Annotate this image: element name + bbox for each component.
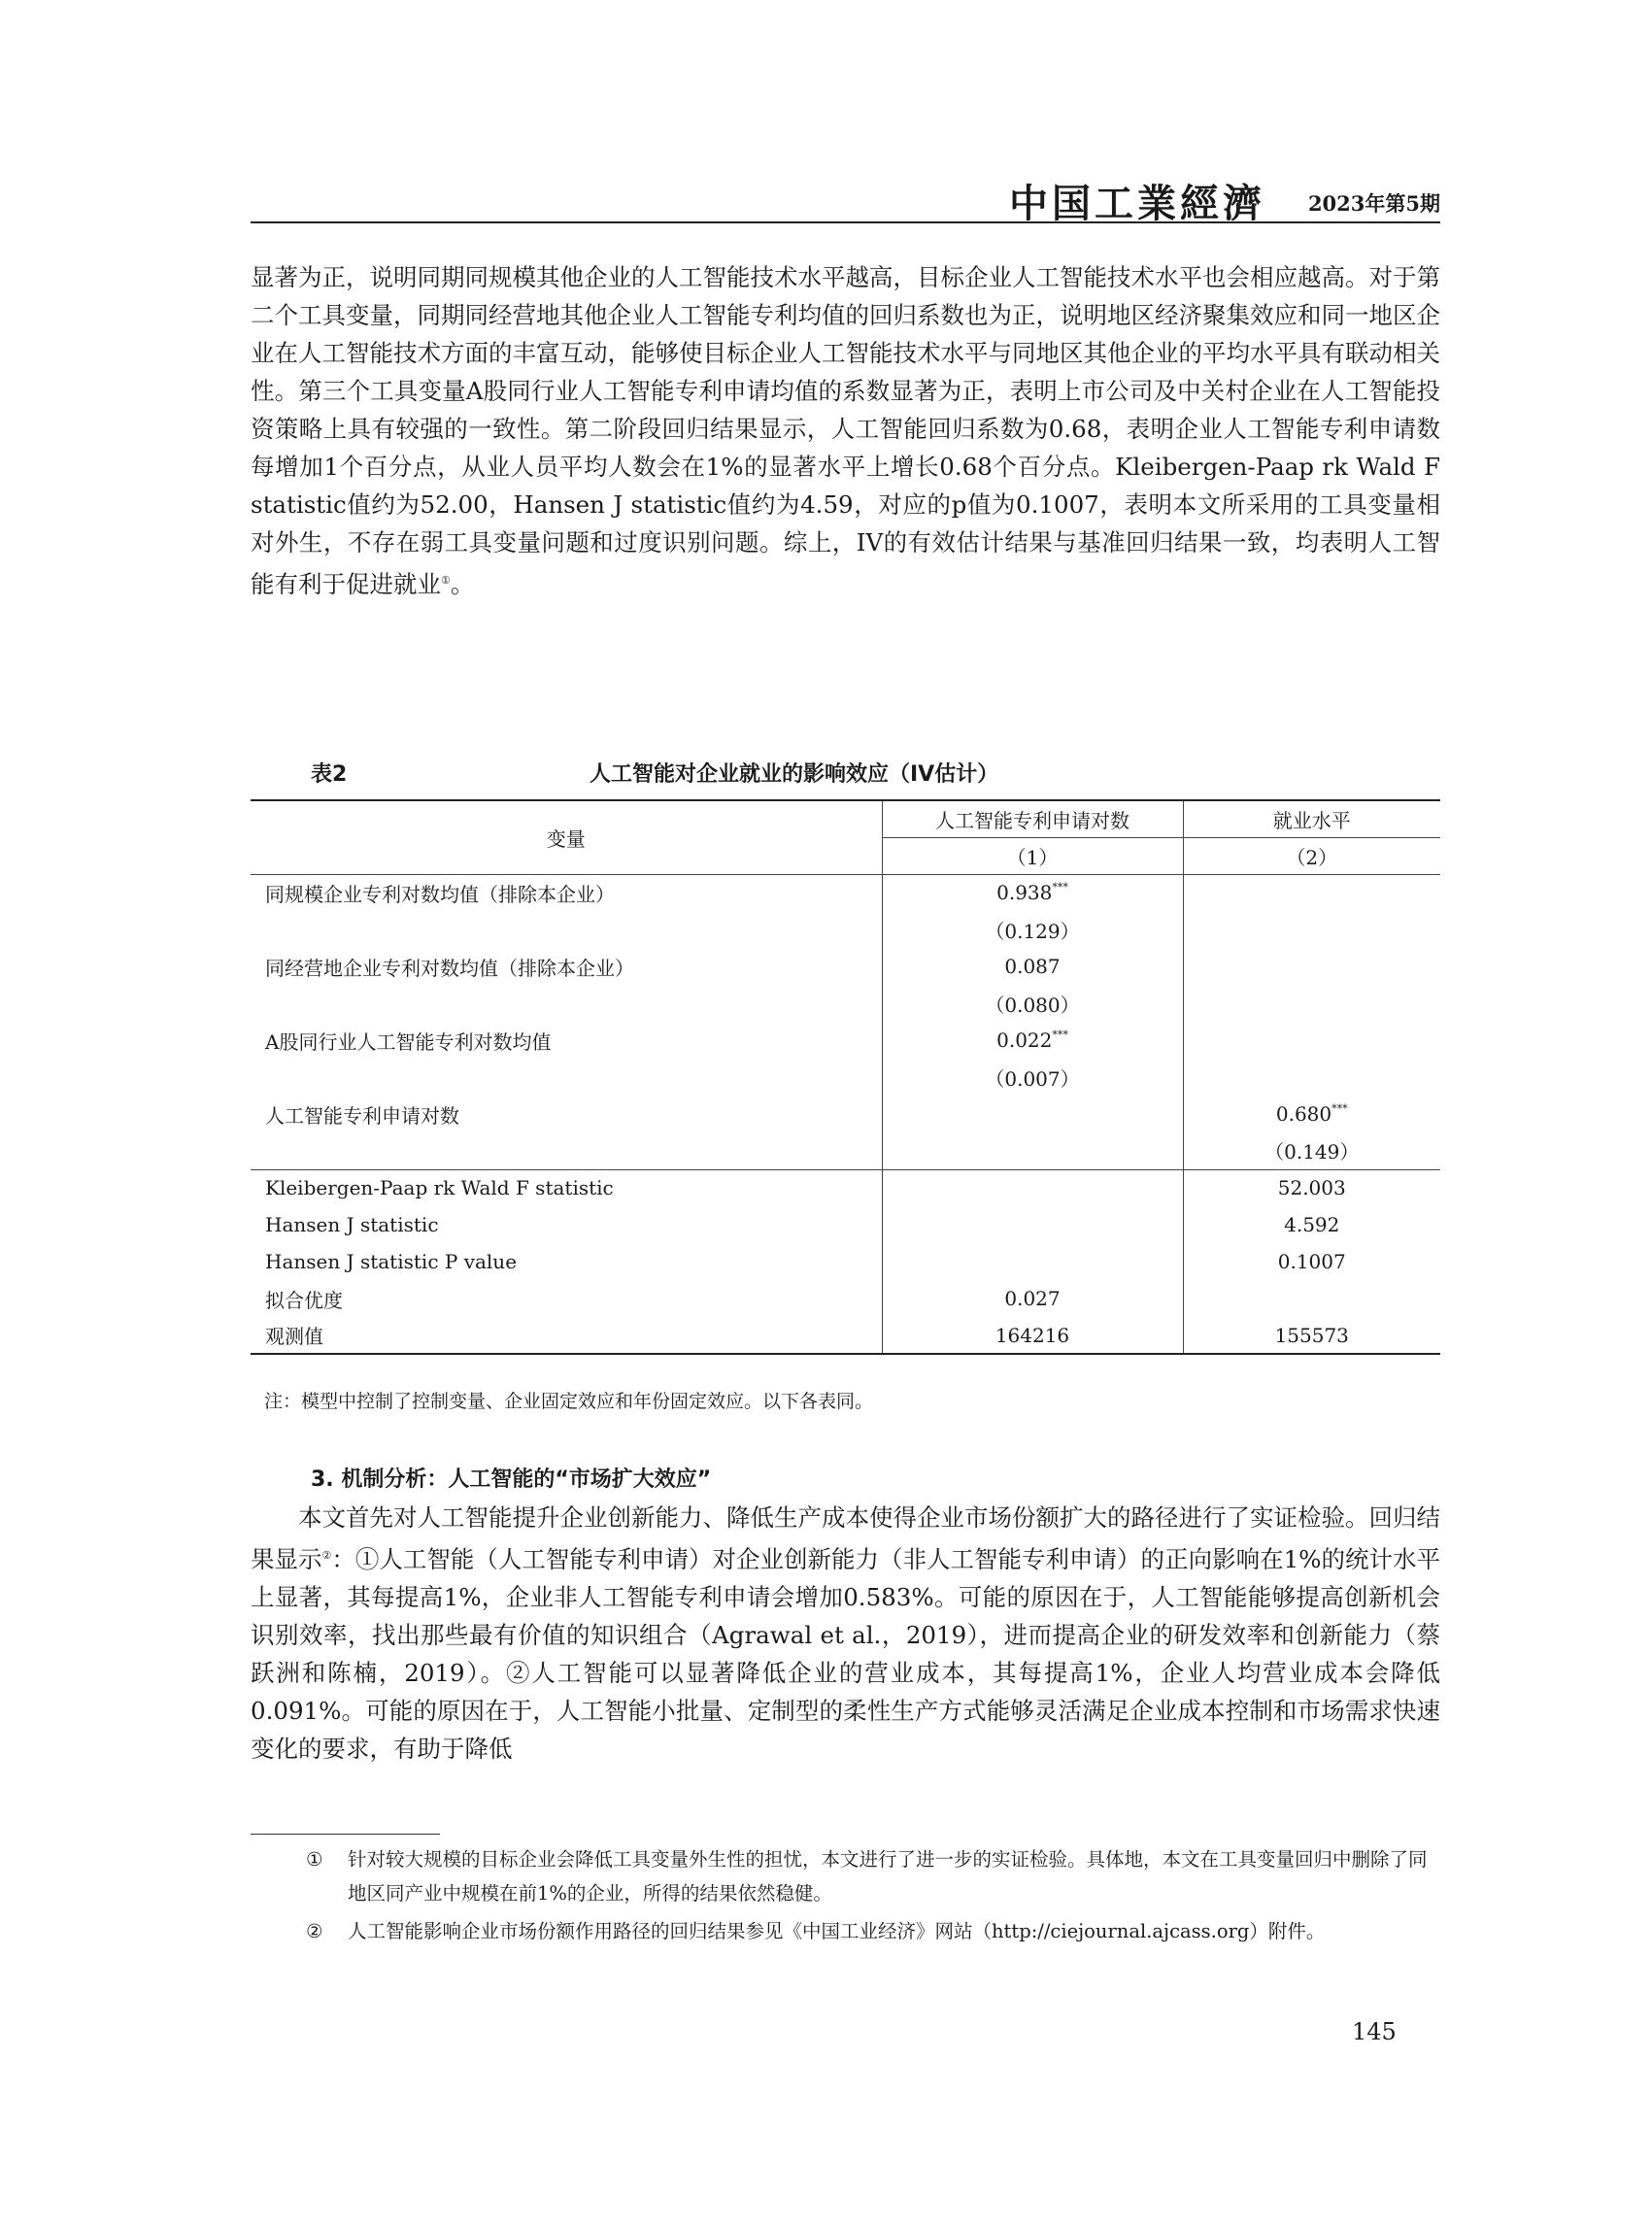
table-row [251,948,1440,985]
footnote-mark: ② [306,1920,323,1942]
table-row [251,1280,1440,1317]
table-note: 注：模型中控制了控制变量、企业固定效应和年份固定效应。以下各表同。 [264,1391,874,1412]
table-row-se [251,1132,1440,1169]
header-col2: 就业水平 [1183,800,1440,837]
header-col1: 人工智能专利申请对数 [882,800,1183,837]
cell-value: 164216 [882,1317,1183,1354]
row-label: A股同行业人工智能专利对数均值 [265,1029,552,1054]
cell-value: 0.087 [882,948,1183,985]
footnote-text: 针对较大规模的目标企业会降低工具变量外生性的担忧，本文进行了进一步的实证检验。具体地，本文在工具变量回归中删除了同地区同产业中规模在前1%的企业，所得的结果依然稳健。 [348,1848,1428,1905]
page-number: 145 [1352,2018,1397,2045]
footnote-ref-2[interactable]: ② [321,1549,332,1562]
footnotes [251,1842,1440,1948]
cell-value [882,1243,1183,1280]
table-title: 人工智能对企业就业的影响效应（IV估计） [590,762,999,787]
cell-value: 0.027 [882,1280,1183,1317]
section-title: 3. 机制分析：人工智能的“市场扩大效应” [311,1467,712,1492]
journal-name: 中国工業經濟 [1009,181,1265,226]
table-row [251,1206,1440,1243]
table-row [251,874,1440,911]
results-table [251,799,1440,1355]
row-label: Hansen J statistic [265,1213,439,1236]
cell-value: 155573 [1183,1317,1440,1354]
row-label: 人工智能专利申请对数 [265,1103,459,1128]
cell-value: 0.022*** [882,1022,1183,1059]
header-col2-num: （2） [1183,837,1440,874]
footnote-1 [251,1842,1440,1910]
footnote-text: 人工智能影响企业市场份额作用路径的回归结果参见《中国工业经济》网站（http://ciejournal.ajcass.org）附件。 [348,1920,1326,1942]
cell-value [1183,1280,1440,1317]
table-row [251,1317,1440,1354]
table-row [251,1169,1440,1206]
footnote-mark: ① [306,1848,323,1871]
footnote-rule [251,1834,440,1835]
cell-value: 4.592 [1183,1206,1440,1243]
paragraph-1-text: 显著为正，说明同期同规模其他企业的人工智能技术水平越高，目标企业人工智能技术水平也会相应越高。对于第二个工具变量，同期同经营地其他企业人工智能专利均值的回归系数也为正，说明地区经济聚集效应和同一地区企业在人工智能技术方面的丰富互动，能够使目标企业人工智能技术水平与同地区其他企业的平均水平具有联动相关性。第三个工具变量A股同行业人工智能专利申请均值的系数显著为正，表明上市公司及中关村企业在人工智能投资策略上具有较强的一致性。第二阶段回归结果显示，人工智能回归系数为0.68，表明企业人工智能专利申请数每增加1个百分点，从业人员平均人数会在1%的显著水平上增长0.68个百分点。Kleibergen-Paap rk Wald F statistic值约为52.00，Hansen J statistic值约为4.59，对应的p值为0.1007，表明本文所采用的工具变量相对外生，不存在弱工具变量问题和过度识别问题。综上，IV的有效估计结果与基准回归结果一致，均表明人工智能有利于促进就业 [251,263,1440,598]
row-label: Kleibergen-Paap rk Wald F statistic [265,1176,614,1200]
row-label: 同规模企业专利对数均值（排除本企业） [265,882,615,906]
header-col1-num: （1） [882,837,1183,874]
table-row-se [251,985,1440,1022]
table-label: 表2 [311,762,348,787]
cell-value: 0.680*** [1183,1096,1440,1132]
cell-se: （0.129） [882,911,1183,948]
paragraph-1-end: 。 [450,570,475,598]
issue-label: 2023年第5期 [1307,191,1440,216]
cell-value: 0.938*** [882,874,1183,911]
row-label: 同经营地企业专利对数均值（排除本企业） [265,956,634,980]
cell-se: （0.007） [882,1059,1183,1096]
table-row [251,1022,1440,1059]
cell-value [882,1206,1183,1243]
header-variable: 变量 [251,800,882,874]
footnote-2 [251,1914,1440,1948]
paragraph-1 [251,258,1440,603]
cell-value: 0.1007 [1183,1243,1440,1280]
table-row-se [251,1059,1440,1096]
cell-se: （0.080） [882,985,1183,1022]
table-row [251,1243,1440,1280]
paragraph-2-text-a: 本文首先对人工智能提升企业创新能力、降低生产成本使得企业市场份额扩大的路径进行了实证检验。回归结果显示 [251,1503,1440,1573]
cell-se: （0.149） [1183,1132,1440,1169]
row-label: 观测值 [265,1325,323,1348]
row-label: 拟合优度 [265,1288,343,1312]
row-label: Hansen J statistic P value [265,1250,518,1273]
cell-value: 52.003 [1183,1169,1440,1206]
page-header [251,181,1440,226]
cell-value [882,1169,1183,1206]
paragraph-2-text-b: ：①人工智能（人工智能专利申请）对企业创新能力（非人工智能专利申请）的正向影响在1%的统计水平上显著，其每提高1%，企业非人工智能专利申请会增加0.583%。可能的原因在于，人工智能能够提高创新机会识别效率，找出那些最有价值的知识组合（Agrawal et al.，2019），进而提高企业的研发效率和创新能力（蔡跃洲和陈楠，2019）。②人工智能可以显著降低企业的营业成本，其每提高1%，企业人均营业成本会降低0.091%。可能的原因在于，人工智能小批量、定制型的柔性生产方式能够灵活满足企业成本控制和市场需求快速变化的要求，有助于降低 [251,1545,1440,1763]
table-row-se [251,911,1440,948]
paragraph-2 [251,1499,1440,1768]
footnote-ref-1[interactable]: ① [441,574,451,587]
table-row [251,1096,1440,1132]
cell-empty [1183,874,1440,911]
